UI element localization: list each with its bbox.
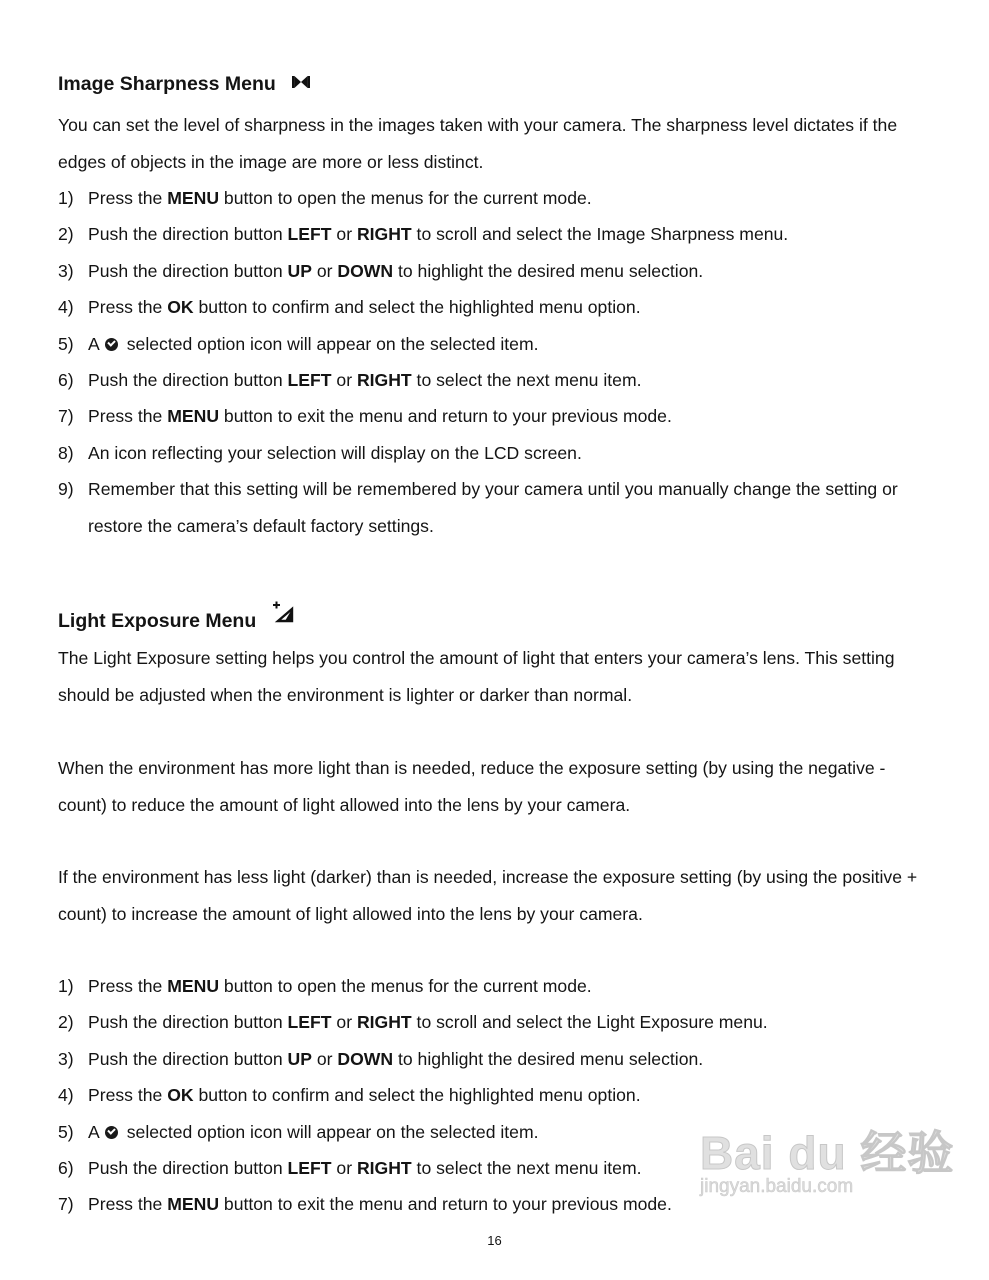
step-number: 6): [58, 370, 74, 391]
sharpness-steps: [58, 180, 938, 544]
step-keyword: MENU: [167, 188, 220, 208]
step-text: or: [311, 260, 338, 281]
step-item: [58, 253, 938, 289]
step-text: or: [331, 1012, 357, 1033]
step-number: 3): [58, 260, 74, 281]
step-text: to scroll and select the Image Sharpness menu.: [411, 224, 789, 245]
step-item: [58, 180, 938, 216]
step-number: 8): [58, 442, 74, 463]
step-text: Press the: [88, 188, 168, 208]
step-number: 4): [58, 1085, 74, 1106]
step-item: [58, 289, 938, 325]
step-number: 1): [58, 188, 74, 208]
step-number: 7): [58, 406, 74, 427]
step-text: to scroll and select the Light Exposure menu.: [411, 1012, 768, 1033]
step-keyword: MENU: [167, 976, 220, 996]
step-text: button to open the menus for the current mode.: [219, 976, 592, 996]
step-text: button to exit the menu and return to your previous mode.: [219, 1194, 672, 1215]
step-number: 2): [58, 224, 74, 245]
watermark-url: jingyan.baidu.com: [700, 1176, 854, 1197]
step-text: A: [88, 333, 100, 354]
step-text: Press the: [88, 976, 168, 996]
step-text: Press the: [88, 406, 168, 427]
step-keyword: RIGHT: [356, 224, 412, 245]
step-text: An icon reflecting your selection will display on the LCD screen.: [88, 442, 582, 463]
step-text: or: [331, 370, 357, 391]
check-circle-icon: [105, 338, 118, 351]
step-keyword: RIGHT: [356, 370, 412, 391]
baidu-watermark: [700, 1128, 954, 1198]
step-item: [58, 471, 938, 544]
page-number: 16: [487, 1233, 502, 1248]
step-number: 3): [58, 1048, 74, 1069]
step-text: Press the: [88, 1085, 168, 1106]
exposure-increase-paragraph: If the environment has less light (darker) than is needed, increase the exposure setting (by using the positive + count) to increase the amount of light allowed into the lens by your camera.: [58, 867, 918, 924]
step-item: [58, 362, 938, 398]
exposure-heading-text: Light Exposure Menu: [58, 610, 257, 632]
step-keyword: UP: [287, 1048, 312, 1069]
step-number: 6): [58, 1158, 74, 1179]
step-keyword: LEFT: [287, 1158, 332, 1179]
step-text: button to confirm and select the highlighted menu option.: [193, 297, 641, 318]
step-text: to select the next menu item.: [411, 1158, 642, 1179]
step-item: [58, 1004, 938, 1040]
sharpness-icon: [292, 72, 310, 96]
exposure-heading: [58, 607, 294, 635]
step-item: [58, 435, 938, 471]
step-text: Push the direction button: [88, 1048, 288, 1069]
step-text: or: [331, 224, 357, 245]
step-keyword: RIGHT: [356, 1012, 412, 1033]
step-keyword: OK: [167, 1085, 194, 1106]
step-keyword: UP: [287, 260, 312, 281]
exposure-intro: The Light Exposure setting helps you control the amount of light that enters your camera’s lens. This setting should be adjusted when the environment is lighter or darker than normal.: [58, 648, 895, 705]
step-text: to select the next menu item.: [411, 370, 642, 391]
step-text: button to open the menus for the current mode.: [219, 188, 592, 208]
step-text: Push the direction button: [88, 1158, 288, 1179]
step-text: Remember that this setting will be remembered by your camera until you manually change the setting or restore the camera’s default factory settings.: [88, 479, 898, 536]
step-text: Press the: [88, 297, 168, 318]
step-text: Push the direction button: [88, 1012, 288, 1033]
check-circle-icon: [105, 1126, 118, 1139]
sharpness-heading-text: Image Sharpness Menu: [58, 73, 276, 95]
step-number: 2): [58, 1012, 74, 1033]
watermark-brand: Bai du 经验: [700, 1127, 955, 1179]
step-number: 4): [58, 297, 74, 318]
step-text: Push the direction button: [88, 224, 288, 245]
step-item: [58, 1077, 938, 1113]
step-item: [58, 216, 938, 252]
step-text: or: [311, 1048, 338, 1069]
exposure-reduce-paragraph: When the environment has more light than is needed, reduce the exposure setting (by using the negative - count) to reduce the amount of light allowed into the lens by your camera.: [58, 758, 886, 815]
step-text: button to exit the menu and return to your previous mode.: [219, 406, 672, 427]
sharpness-heading: [58, 72, 310, 96]
step-text: to highlight the desired menu selection.: [393, 260, 704, 281]
step-keyword: DOWN: [337, 1048, 394, 1069]
step-text: to highlight the desired menu selection.: [393, 1048, 704, 1069]
step-number: 1): [58, 976, 74, 996]
step-item: [58, 968, 938, 1004]
step-text: selected option icon will appear on the selected item.: [126, 333, 539, 354]
step-keyword: LEFT: [287, 1012, 332, 1033]
exposure-icon: [272, 601, 294, 629]
step-keyword: DOWN: [337, 260, 394, 281]
step-text: Press the: [88, 1194, 168, 1215]
step-text: A: [88, 1121, 100, 1142]
step-keyword: MENU: [167, 406, 220, 427]
step-item: [58, 1041, 938, 1077]
step-item: [58, 326, 938, 362]
sharpness-intro: You can set the level of sharpness in the images taken with your camera. The sharpness level dictates if the edges of objects in the image are more or less distinct.: [58, 115, 898, 172]
step-text: Push the direction button: [88, 260, 288, 281]
step-text: Push the direction button: [88, 370, 288, 391]
step-keyword: LEFT: [287, 224, 332, 245]
step-text: selected option icon will appear on the selected item.: [126, 1121, 539, 1142]
step-number: 5): [58, 1121, 74, 1142]
step-text: or: [331, 1158, 357, 1179]
step-number: 7): [58, 1194, 74, 1215]
step-number: 5): [58, 333, 74, 354]
step-item: [58, 398, 938, 434]
step-keyword: MENU: [167, 1194, 220, 1215]
step-number: 9): [58, 479, 74, 500]
step-keyword: OK: [167, 297, 194, 318]
step-text: button to confirm and select the highlighted menu option.: [193, 1085, 641, 1106]
step-keyword: LEFT: [287, 370, 332, 391]
step-keyword: RIGHT: [356, 1158, 412, 1179]
